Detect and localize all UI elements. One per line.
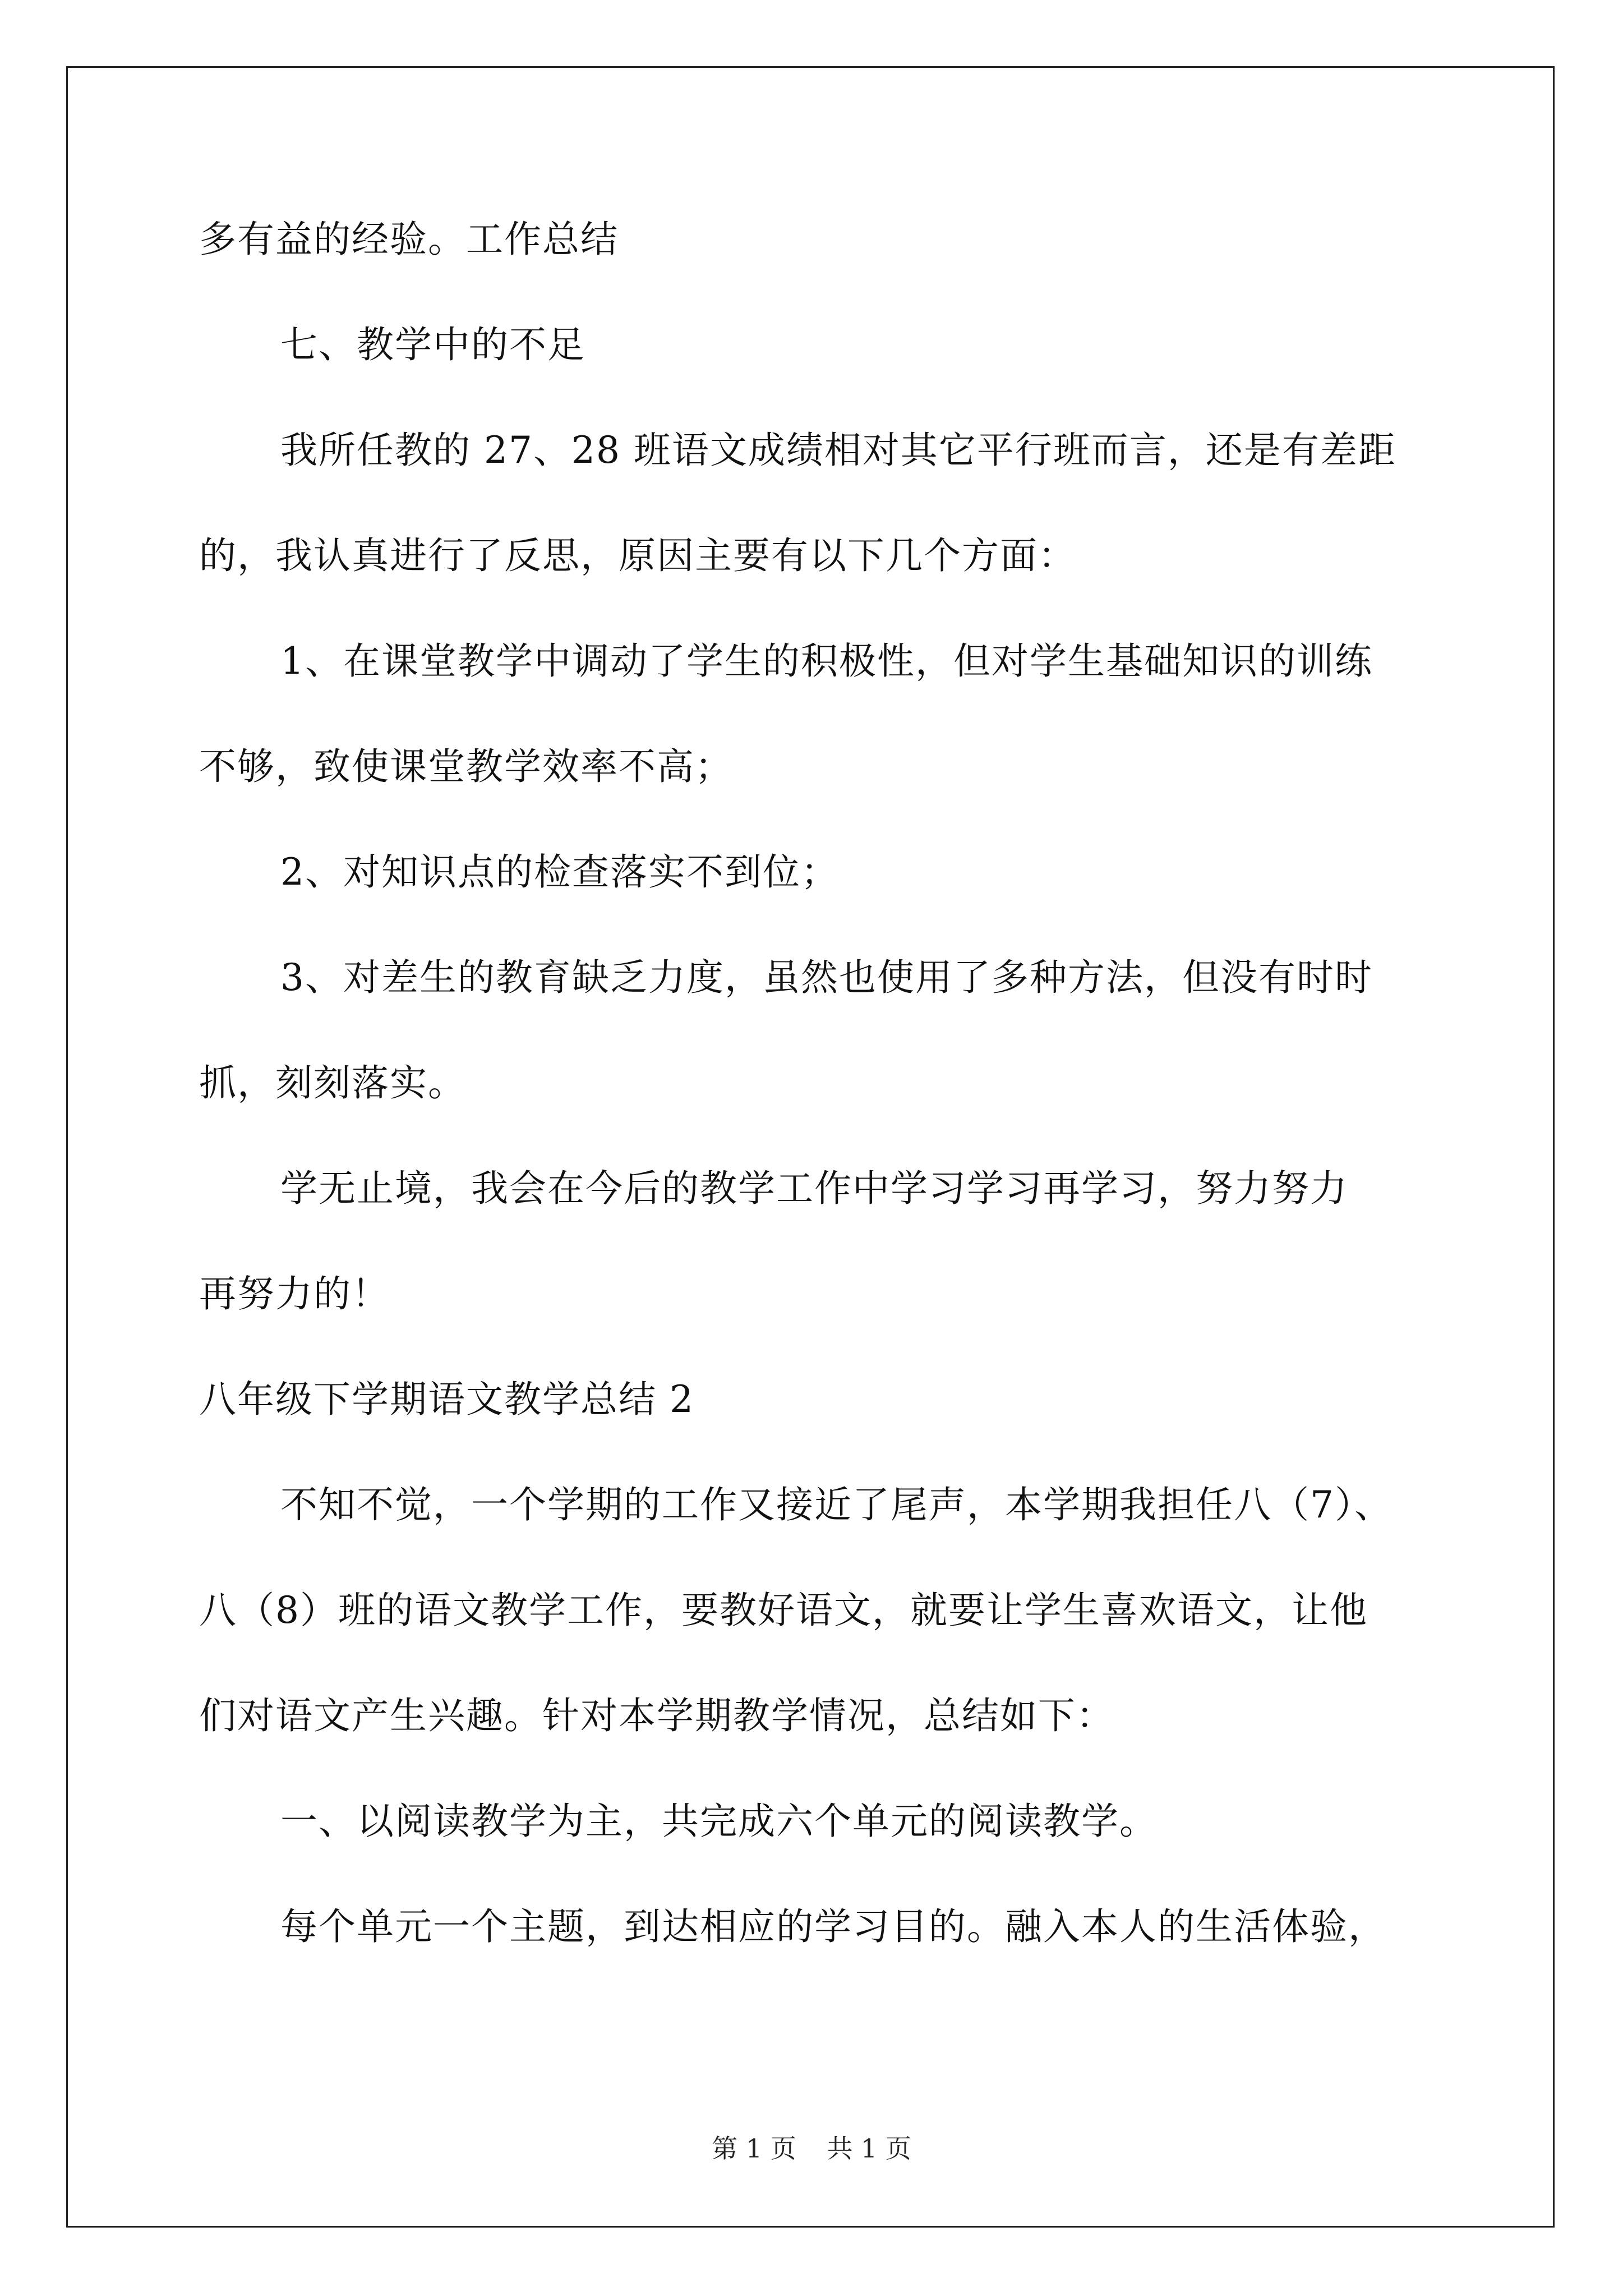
page-total: 共 1 页 [827, 2133, 911, 2164]
text-line-4: 的，我认真进行了反思，原因主要有以下几个方面： [199, 534, 1076, 577]
text-line-13: 不知不觉，一个学期的工作又接近了尾声，本学期我担任八（7）、 [280, 1483, 1393, 1526]
text-line-14: 八（8）班的语文教学工作，要教好语文，就要让学生喜欢语文，让他 [199, 1589, 1368, 1632]
page-number: 第 1 页 [712, 2133, 796, 2164]
text-line-1: 多有益的经验。工作总结 [199, 218, 619, 261]
text-line-3: 我所任教的 27、28 班语文成绩相对其它平行班而言，还是有差距 [280, 429, 1396, 472]
page-footer [0, 2132, 1623, 2165]
section-heading-1: 一、以阅读教学为主，共完成六个单元的阅读教学。 [280, 1800, 1158, 1843]
text-line-11: 再努力的！ [199, 1272, 390, 1315]
text-line-15: 们对语文产生兴趣。针对本学期教学情况，总结如下： [199, 1694, 1114, 1737]
list-item-3: 3、对差生的教育缺乏力度，虽然也使用了多种方法，但没有时时 [280, 956, 1373, 999]
list-item-1: 1、在课堂教学中调动了学生的积极性，但对学生基础知识的训练 [280, 639, 1373, 683]
document-body [199, 213, 1467, 2006]
section-heading-7: 七、教学中的不足 [280, 323, 585, 366]
list-item-2: 2、对知识点的检查落实不到位； [280, 850, 839, 894]
text-line-9: 抓，刻刻落实。 [199, 1061, 466, 1105]
text-line-10: 学无止境，我会在今后的教学工作中学习学习再学习，努力努力 [280, 1167, 1348, 1210]
text-line-6: 不够，致使课堂教学效率不高； [199, 745, 733, 788]
text-line-17: 每个单元一个主题，到达相应的学习目的。融入本人的生活体验， [280, 1905, 1386, 1948]
article-title-2: 八年级下学期语文教学总结 2 [199, 1378, 694, 1421]
